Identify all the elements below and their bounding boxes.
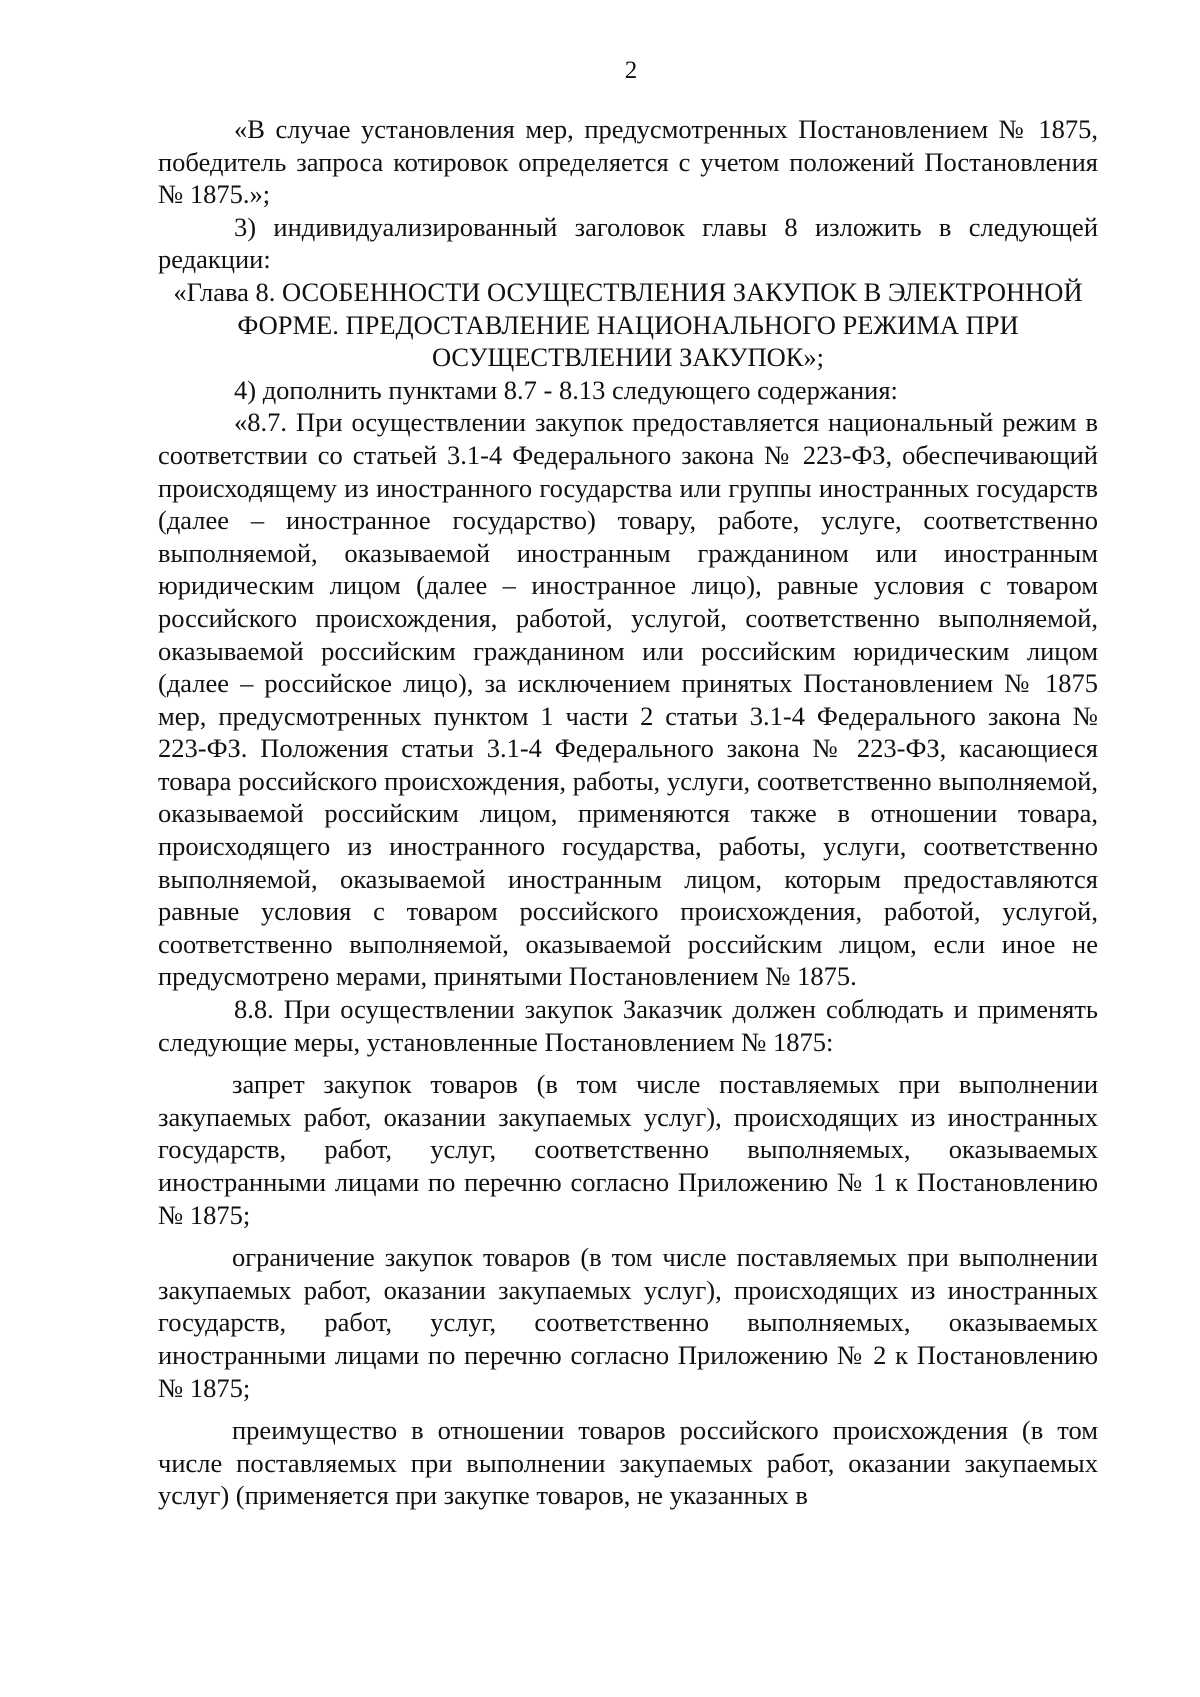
- paragraph-8-7: «8.7. При осуществлении закупок предоставляется национальный режим в соответствии со статьей 3.1-4 Федерального закона № 223-ФЗ, обеспечивающий происходящему из иностранного государства или группы иностранных государств (далее – иностранное государство) товару, работе, услуге, соответственно выполняемой, оказываемой иностранным гражданином или иностранным юридическим лицом (далее – иностранное лицо), равные условия с товаром российского происхождения, работой, услугой, соответственно выполняемой, оказываемой российским гражданином или российским юридическим лицом (далее – российское лицо), за исключением принятых Постановлением № 1875 мер, предусмотренных пунктом 1 части 2 статьи 3.1-4 Федерального закона № 223-ФЗ. Положения статьи 3.1-4 Федерального закона № 223-ФЗ, касающиеся товара российского происхождения, работы, услуги, соответственно выполняемой, оказываемой российским лицом, применяются также в отношении товара, происходящего из иностранного государства, работы, услуги, соответственно выполняемой, оказываемой иностранным лицом, которым предоставляются равные условия с товаром российского происхождения, работой, услугой, соответственно выполняемой, оказываемой российским лицом, если иное не предусмотрено мерами, принятыми Постановлением № 1875.: [158, 407, 1098, 992]
- paragraph-item-4: 4) дополнить пунктами 8.7 - 8.13 следующего содержания:: [234, 374, 898, 405]
- paragraph-item-3: 3) индивидуализированный заголовок главы 8 изложить в следующей редакции:: [158, 211, 1098, 275]
- paragraph-advantage: преимущество в отношении товаров российского происхождения (в том числе поставляемых при выполнении закупаемых работ, оказании закупаемых услуг) (применяется при закупке товаров, не указанных в: [158, 1415, 1098, 1511]
- paragraph-quote-intro: «В случае установления мер, предусмотренных Постановлением № 1875, победитель запроса котировок определяется с учетом положений Постановления № 1875.»;: [158, 114, 1098, 210]
- chapter-heading: «Глава 8. ОСОБЕННОСТИ ОСУЩЕСТВЛЕНИЯ ЗАКУПОК В ЭЛЕКТРОННОЙ ФОРМЕ. ПРЕДОСТАВЛЕНИЕ НАЦИОНАЛЬНОГО РЕЖИМА ПРИ ОСУЩЕСТВЛЕНИИ ЗАКУПОК»;: [173, 276, 1083, 373]
- page-number: 2: [624, 57, 638, 84]
- paragraph-8-8: 8.8. При осуществлении закупок Заказчик должен соблюдать и применять следующие меры, установленные Постановлением № 1875:: [158, 994, 1098, 1057]
- paragraph-ban: запрет закупок товаров (в том числе поставляемых при выполнении закупаемых работ, оказании закупаемых услуг), происходящих из иностранных государств, работ, услуг, соответственно выполняемых, оказываемых иностранными лицами по перечню согласно Приложению № 1 к Постановлению № 1875;: [158, 1069, 1098, 1230]
- document-body: [158, 113, 1098, 1512]
- paragraph-restriction: ограничение закупок товаров (в том числе поставляемых при выполнении закупаемых работ, оказании закупаемых услуг), происходящих из иностранных государств, работ, услуг, соответственно выполняемых, оказываемых иностранными лицами по перечню согласно Приложению № 2 к Постановлению № 1875;: [158, 1242, 1098, 1403]
